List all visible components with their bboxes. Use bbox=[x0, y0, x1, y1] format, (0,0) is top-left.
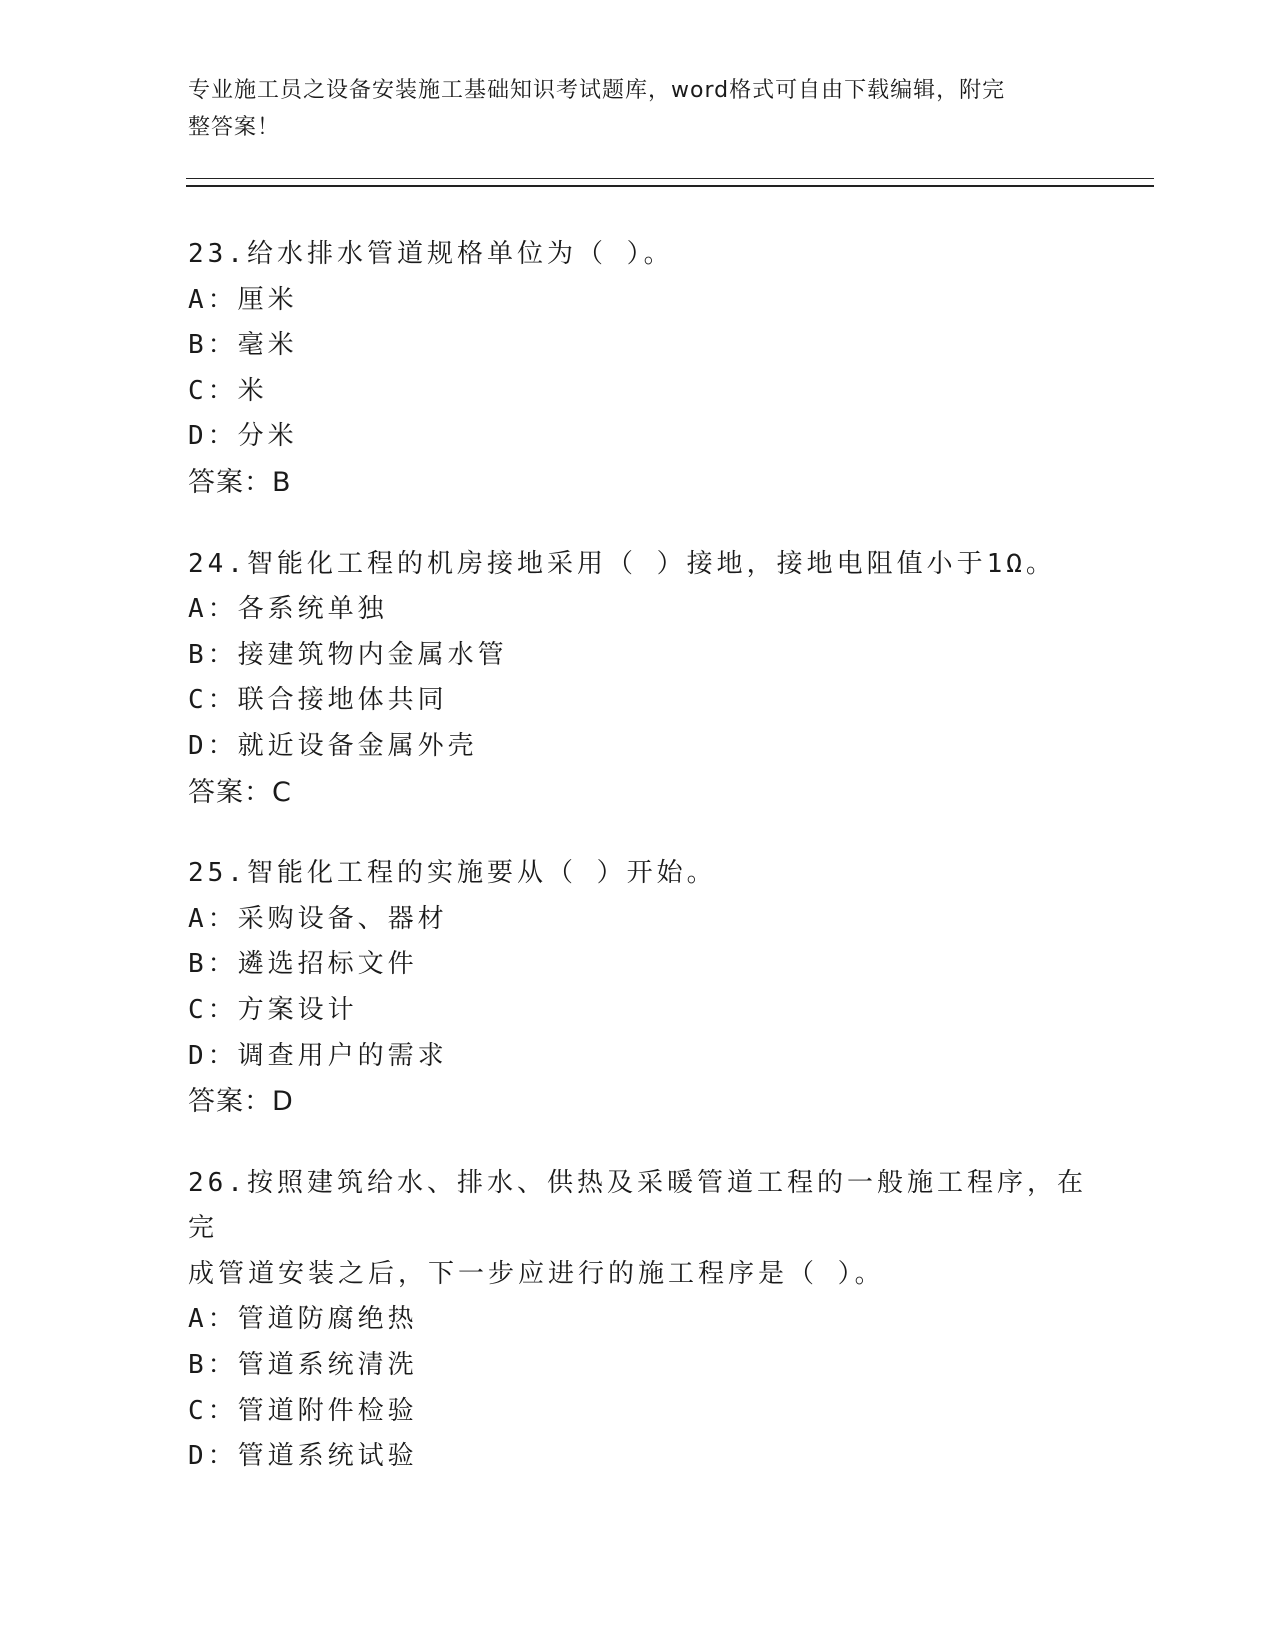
question-24 bbox=[188, 542, 1088, 816]
question-stem: 24.智能化工程的机房接地采用（ ）接地，接地电阻值小于1Ω。 bbox=[188, 548, 1056, 579]
option-a: A：管道防腐绝热 bbox=[188, 1304, 418, 1335]
option-c: C：联合接地体共同 bbox=[188, 685, 448, 716]
question-stem: 23.给水排水管道规格单位为（ ）。 bbox=[188, 239, 674, 269]
option-b: B：管道系统清洗 bbox=[188, 1350, 418, 1381]
question-26 bbox=[188, 1161, 1088, 1480]
header-line-2: 整答案！ bbox=[188, 115, 281, 140]
question-list bbox=[188, 232, 1088, 1516]
option-b: B：遴选招标文件 bbox=[188, 949, 418, 980]
option-a: A：厘米 bbox=[188, 284, 298, 315]
option-a: A：采购设备、器材 bbox=[188, 903, 448, 934]
document-header bbox=[188, 72, 1068, 146]
option-b: B：毫米 bbox=[188, 330, 298, 361]
option-c: C：管道附件检验 bbox=[188, 1395, 418, 1426]
option-b: B：接建筑物内金属水管 bbox=[188, 639, 508, 670]
option-a: A：各系统单独 bbox=[188, 594, 388, 625]
answer: 答案：B bbox=[188, 466, 292, 498]
option-d: D：调查用户的需求 bbox=[188, 1040, 448, 1071]
option-c: C：米 bbox=[188, 375, 268, 406]
option-d: D：就近设备金属外壳 bbox=[188, 730, 478, 761]
option-c: C：方案设计 bbox=[188, 994, 358, 1025]
question-stem-line-2: 成管道安装之后，下一步应进行的施工程序是（ ）。 bbox=[188, 1258, 885, 1289]
answer: 答案：C bbox=[188, 776, 292, 808]
header-divider bbox=[186, 178, 1154, 187]
option-d: D：管道系统试验 bbox=[188, 1441, 418, 1472]
option-d: D：分米 bbox=[188, 421, 298, 452]
answer: 答案：D bbox=[188, 1086, 294, 1118]
question-23 bbox=[188, 232, 1088, 506]
question-stem: 25.智能化工程的实施要从（ ）开始。 bbox=[188, 858, 717, 889]
question-25 bbox=[188, 851, 1088, 1125]
question-stem-line-1: 26.按照建筑给水、排水、供热及采暖管道工程的一般施工程序，在完 bbox=[188, 1167, 1087, 1244]
header-line-1: 专业施工员之设备安装施工基础知识考试题库，word格式可自由下载编辑，附完 bbox=[188, 78, 1006, 103]
